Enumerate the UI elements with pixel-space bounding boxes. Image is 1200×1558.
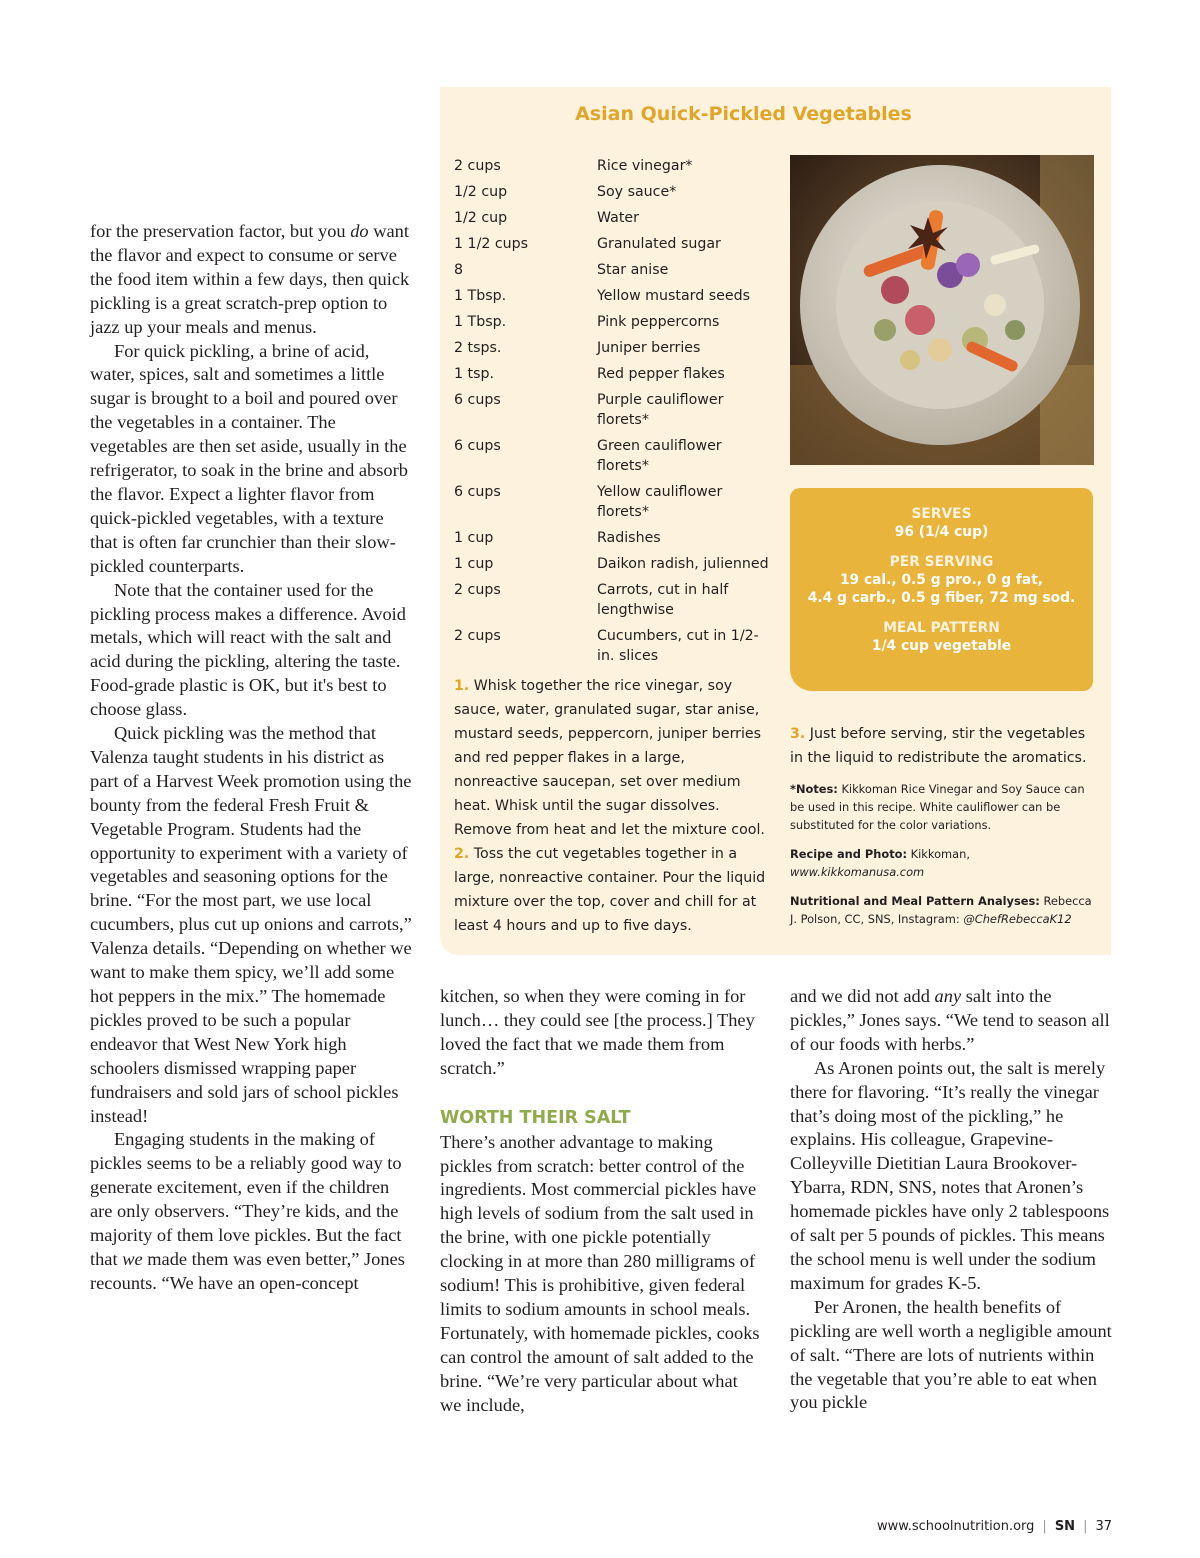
- ingredient-name: Rice vinegar*: [597, 158, 693, 174]
- ingredient-quantity: 1 cup: [454, 556, 494, 572]
- ingredient-row: [454, 338, 774, 358]
- kikkoman-link[interactable]: www.kikkomanusa.com: [790, 865, 925, 879]
- ingredient-name: Purple cauliflower florets*: [597, 392, 724, 428]
- recipe-steps: [454, 674, 766, 938]
- recipe-notes: [790, 780, 1100, 939]
- serves-value: 96 (1/4 cup): [894, 524, 989, 540]
- ingredient-row: [454, 580, 774, 620]
- ingredient-row: [454, 528, 774, 548]
- ingredient-row: [454, 156, 774, 176]
- ingredient-name: Granulated sugar: [597, 236, 721, 252]
- ingredient-quantity: 1 tsp.: [454, 366, 495, 382]
- ingredient-row: [454, 482, 774, 522]
- page-number: 37: [1095, 1519, 1112, 1534]
- ingredient-quantity: 1 Tbsp.: [454, 288, 507, 304]
- footer-divider: |: [1083, 1519, 1088, 1534]
- ingredient-row: [454, 182, 774, 202]
- right-column: [790, 985, 1112, 1415]
- ingredient-name: Soy sauce*: [597, 184, 677, 200]
- ingredient-row: [454, 436, 774, 476]
- ingredient-row: [454, 234, 774, 254]
- ingredient-name: Cucumbers, cut in 1/2-in. slices: [597, 628, 759, 664]
- pickled-vegetables-bowl-photo: [790, 155, 1094, 465]
- left-paragraph-4: Quick pickling was the method that Valenza taught students in his district as part of a Harvest Week promotion using the bounty from the federal Fresh Fruit & Vegetable Program. Students had the opportunity to experiment with a variety of vegetables and seasoning options for the brine. “For the most part, we use local cucumbers, plus cut up onions and carrots,” Valenza details. “Depending on whether we want to make them spicy, we’ll add some hot peppers in the mix.” The homemade pickles proved to be such a popular endeavor that West New York high schoolers dismissed wrapping paper fundraisers and sold jars of school pickles instead!: [90, 723, 412, 1126]
- left-column: [90, 220, 412, 1296]
- left-paragraph-1: for the preservation factor, but you do want the flavor and expect to consume or serve the food item within a few days, then quick pickling is a great scratch-prep option to jazz up your meals and menus.: [90, 221, 410, 337]
- ingredient-quantity: 1 1/2 cups: [454, 236, 529, 252]
- ingredient-list: [454, 156, 774, 672]
- ingredient-quantity: 6 cups: [454, 484, 501, 500]
- ingredient-quantity: 1/2 cup: [454, 184, 508, 200]
- per-serving-line-1: 19 cal., 0.5 g pro., 0 g fat,: [839, 572, 1044, 588]
- ingredient-row: [454, 260, 774, 280]
- photo-illustration: [790, 155, 1094, 465]
- ingredient-name: Water: [597, 210, 639, 226]
- left-paragraph-2: For quick pickling, a brine of acid, water, spices, salt and sometimes a little sugar is brought to a boil and poured over the vegetables in a container. The vegetables are then set aside, usually in the refrigerator, to soak in the brine and absorb the flavor. Expect a lighter flavor from quick-pickled vegetables, with a texture that is often far crunchier than their slow-pickled counterparts.: [90, 340, 408, 576]
- ingredient-row: [454, 364, 774, 384]
- recipe-step-1: 1. Whisk together the rice vinegar, soy sauce, water, granulated sugar, star anise, mustard seeds, peppercorn, juniper berries and red pepper flakes in a large, nonreactive saucepan, set over medium heat. Whisk until the sugar dissolves. Remove from heat and let the mixture cool.: [454, 678, 765, 838]
- ingredient-quantity: 2 cups: [454, 158, 501, 174]
- right-paragraph-1: and we did not add any salt into the pickles,” Jones says. “We tend to season all of our foods with herbs.”: [790, 986, 1110, 1054]
- ingredient-row: [454, 390, 774, 430]
- ingredient-name: Pink peppercorns: [597, 314, 720, 330]
- right-paragraph-3: Per Aronen, the health benefits of pickling are well worth a negligible amount of salt. “There are lots of nutrients within the vegetable that you’re able to eat when you pickle: [790, 1296, 1112, 1413]
- ingredient-quantity: 2 cups: [454, 582, 501, 598]
- ingredient-name: Radishes: [597, 530, 661, 546]
- ingredient-row: [454, 286, 774, 306]
- ingredient-row: [454, 312, 774, 332]
- ingredient-quantity: 2 cups: [454, 628, 501, 644]
- section-subhead: WORTH THEIR SALT: [440, 1107, 631, 1128]
- ingredient-quantity: 1/2 cup: [454, 210, 508, 226]
- notes-text: *Notes: Kikkoman Rice Vinegar and Soy Sauce can be used in this recipe. White cauliflower can be substituted for the color variations.: [790, 782, 1085, 832]
- recipe-step-3: 3. Just before serving, stir the vegetables in the liquid to redistribute the aromatics.: [790, 726, 1087, 766]
- ingredient-row: [454, 208, 774, 228]
- middle-column: [440, 985, 762, 1418]
- right-paragraph-2: As Aronen points out, the salt is merely there for flavoring. “It’s really the vinegar that’s doing most of the pickling,” he explains. His colleague, Grapevine-Colleyville Dietitian Laura Brookover-Ybarra, RDN, SNS, notes that Aronen’s homemade pickles have only 2 tablespoons of salt per 5 pounds of pickles. This means the school menu is well under the sodium maximum for grades K-5.: [790, 1057, 1110, 1293]
- ingredient-row: [454, 626, 774, 666]
- analyses-credit: Nutritional and Meal Pattern Analyses: Rebecca J. Polson, CC, SNS, Instagram: @ChefRebeccaK12: [790, 894, 1092, 926]
- footer-brand: SN: [1054, 1519, 1076, 1534]
- per-serving-line-2: 4.4 g carb., 0.5 g fiber, 72 mg sod.: [807, 590, 1076, 606]
- ingredient-name: Daikon radish, julienned: [597, 556, 769, 572]
- ingredient-quantity: 6 cups: [454, 438, 501, 454]
- ingredient-name: Green cauliflower florets*: [597, 438, 722, 474]
- middle-paragraph-2: There’s another advantage to making pickles from scratch: better control of the ingredients. Most commercial pickles have high levels of sodium from the salt used in the brine, with one pickle potentially clocking in at more than 280 milligrams of sodium! This is prohibitive, given federal limits to sodium amounts in school meals. Fortunately, with homemade pickles, cooks can control the amount of salt added to the brine. “We’re very particular about what we include,: [440, 1131, 760, 1415]
- ingredient-quantity: 6 cups: [454, 392, 501, 408]
- recipe-step-2: 2. Toss the cut vegetables together in a large, nonreactive container. Pour the liquid mixture over the top, cover and chill for at least 4 hours and up to five days.: [454, 846, 766, 934]
- footer-divider: |: [1042, 1519, 1047, 1534]
- ingredient-name: Star anise: [597, 262, 669, 278]
- recipe-steps-continued: [790, 722, 1100, 770]
- ingredient-row: [454, 554, 774, 574]
- middle-paragraph-1: kitchen, so when they were coming in for lunch… they could see [the process.] They loved the fact that we made them from scratch.”: [440, 986, 755, 1078]
- meal-pattern-value: 1/4 cup vegetable: [871, 638, 1012, 654]
- per-serving-label: PER SERVING: [889, 554, 994, 570]
- ingredient-quantity: 1 Tbsp.: [454, 314, 507, 330]
- nutrition-panel: [790, 488, 1093, 691]
- left-paragraph-3: Note that the container used for the pickling process makes a difference. Avoid metals, which will react with the salt and acid during the pickling, altering the taste. Food-grade plastic is OK, but it's best to choose glass.: [90, 579, 406, 720]
- ingredient-name: Carrots, cut in half lengthwise: [597, 582, 729, 618]
- ingredient-name: Yellow mustard seeds: [597, 288, 750, 304]
- serves-label: SERVES: [911, 506, 972, 522]
- footer-url[interactable]: www.schoolnutrition.org: [877, 1519, 1035, 1534]
- photo-credit: Recipe and Photo: Kikkoman, www.kikkomanusa.com: [790, 847, 970, 879]
- recipe-title: Asian Quick-Pickled Vegetables: [575, 103, 912, 125]
- ingredient-name: Red pepper flakes: [597, 366, 725, 382]
- ingredient-quantity: 8: [454, 262, 464, 278]
- page-footer: [877, 1519, 1112, 1534]
- ingredient-name: Yellow cauliflower florets*: [597, 484, 723, 520]
- meal-pattern-label: MEAL PATTERN: [883, 620, 1000, 636]
- ingredient-quantity: 1 cup: [454, 530, 494, 546]
- instagram-handle[interactable]: @ChefRebeccaK12: [963, 912, 1072, 926]
- left-paragraph-5: Engaging students in the making of pickles seems to be a reliably good way to generate excitement, even if the children are only observers. “They’re kids, and the majority of them love pickles. But the fact that we made them was even better,” Jones recounts. “We have an open-concept: [90, 1129, 405, 1293]
- ingredient-name: Juniper berries: [597, 340, 701, 356]
- ingredient-quantity: 2 tsps.: [454, 340, 502, 356]
